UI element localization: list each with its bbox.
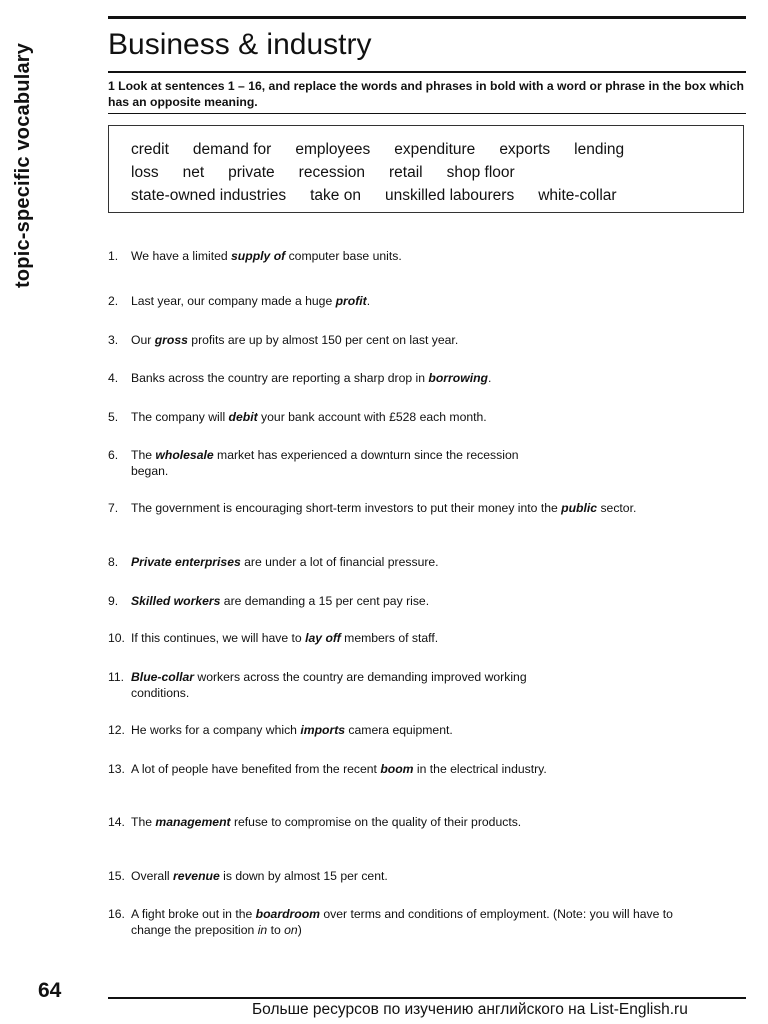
question-text [131,907,691,938]
word-box-row [131,138,729,161]
question-number: 4. [108,371,119,385]
word-box [108,125,744,213]
bold-term: profit [335,294,367,308]
word-box-item: private [228,164,275,181]
question-text-part: A fight broke out in the [131,907,256,921]
question-item [108,594,691,610]
word-box-item: employees [295,141,371,158]
question-text [131,294,691,310]
top-rule [108,16,746,19]
question-text [131,410,691,426]
question-text-part: are demanding a 15 per cent pay rise. [220,594,430,608]
bold-term: management [155,815,231,829]
question-number: 15. [108,869,125,883]
question-text-part: . [366,294,371,308]
title-rule [108,71,746,73]
question-text [131,631,691,647]
question-number: 1. [108,249,119,263]
bold-term: imports [300,723,346,737]
question-text-part: Our [131,333,155,347]
question-text-part: The company will [131,410,229,424]
question-number: 11. [108,670,125,684]
question-item [108,294,691,310]
question-number: 14. [108,815,125,829]
question-text-part: The government is encouraging short-term investors to put their money into the [131,501,562,515]
question-number: 2. [108,294,119,308]
word-box-item: expenditure [394,141,476,158]
question-text [131,555,691,571]
question-text-part: market has experienced a downturn since the recession began. [131,448,519,478]
question-text [131,762,551,778]
question-text [131,869,551,885]
bottom-rule [108,997,746,999]
page-number: 64 [38,979,62,1002]
word-box-item: loss [131,164,159,181]
question-text-part: . [487,371,492,385]
question-text-part: are under a lot of financial pressure. [240,555,439,569]
word-box-item: retail [389,164,423,181]
word-box-item: net [182,164,205,181]
question-text-part: sector. [597,501,637,515]
bold-term: revenue [173,869,220,883]
question-number: 13. [108,762,125,776]
question-text-part: ) [297,922,302,937]
question-number: 9. [108,594,119,608]
question-number: 10. [108,631,125,645]
bold-term: boardroom [255,907,320,921]
question-text [131,448,551,479]
question-text-part: A lot of people have benefited from the recent [131,762,381,776]
question-number: 5. [108,410,119,424]
question-text-part: members of staff. [340,631,439,645]
bold-term: lay off [305,631,341,645]
word-box-item: state-owned industries [131,187,287,204]
word-box-item: credit [131,141,169,158]
italic-term: in [257,922,268,937]
footer-text: Больше ресурсов по изучению английского на List-English.ru [252,1001,688,1018]
question-number: 6. [108,448,119,462]
bold-term: Private enterprises [131,555,241,569]
question-text-part: camera equipment. [345,723,453,737]
italic-term: on [284,922,298,937]
question-number: 12. [108,723,125,737]
question-text [131,501,691,517]
question-text-part: computer base units. [285,249,402,263]
question-item [108,501,691,517]
question-item [108,555,691,571]
exercise-instruction: 1 Look at sentences 1 – 16, and replace the words and phrases in bold with a word or phrase in the box which has an opposite meaning. [108,79,744,109]
word-box-row [131,184,729,207]
question-item [108,410,691,426]
page-title: Business & industry [108,28,372,61]
question-text [131,249,691,265]
question-item [108,869,551,885]
question-item [108,815,551,831]
question-number: 3. [108,333,119,347]
question-text-part: in the electrical industry. [413,762,547,776]
question-item [108,762,551,778]
question-text-part: to [267,922,285,937]
word-box-item: exports [499,141,551,158]
question-item [108,631,691,647]
question-text-part: He works for a company which [131,723,301,737]
bold-term: gross [154,333,188,347]
question-text [131,815,551,831]
word-box-item: shop floor [446,164,515,181]
question-item [108,448,551,479]
question-text-part: The [131,448,156,462]
question-item [108,333,691,349]
question-text [131,670,551,701]
bold-term: public [561,501,598,515]
question-text-part: profits are up by almost 150 per cent on last year. [187,333,459,347]
question-text-part: The [131,815,156,829]
side-section-label: topic-specific vocabulary [12,42,34,288]
question-item [108,371,691,387]
question-number: 7. [108,501,119,515]
bold-term: wholesale [155,448,214,462]
bold-term: borrowing [428,371,488,385]
question-item [108,723,691,739]
question-text-part: workers across the country are demanding improved working conditions. [131,670,527,700]
question-number: 8. [108,555,119,569]
bold-term: Skilled workers [131,594,221,608]
question-number: 16. [108,907,125,921]
word-box-item: white-collar [538,187,617,204]
bold-term: Blue-collar [131,670,194,684]
question-item [108,907,691,938]
question-text-part: over terms and conditions of employment. (Note: you will have to change the preposition [131,907,673,937]
question-text [131,333,691,349]
question-text [131,723,691,739]
bold-term: supply of [231,249,286,263]
instruction-rule [108,113,746,114]
question-text-part: We have a limited [131,249,232,263]
word-box-item: recession [298,164,366,181]
question-text [131,371,691,387]
question-text-part: Last year, our company made a huge [131,294,336,308]
word-box-item: lending [574,141,625,158]
bold-term: debit [228,410,258,424]
question-text-part: Banks across the country are reporting a sharp drop in [131,371,429,385]
question-text [131,594,691,610]
question-text-part: If this continues, we will have to [131,631,306,645]
word-box-item: demand for [192,141,272,158]
bold-term: boom [380,762,414,776]
question-text-part: is down by almost 15 per cent. [219,869,388,883]
word-box-row [131,161,729,184]
word-box-item: unskilled labourers [384,187,515,204]
word-box-item: take on [310,187,361,204]
question-text-part: Overall [131,869,173,883]
question-item [108,670,551,701]
question-item [108,249,691,265]
question-text-part: your bank account with £528 each month. [257,410,487,424]
question-text-part: refuse to compromise on the quality of their products. [230,815,522,829]
